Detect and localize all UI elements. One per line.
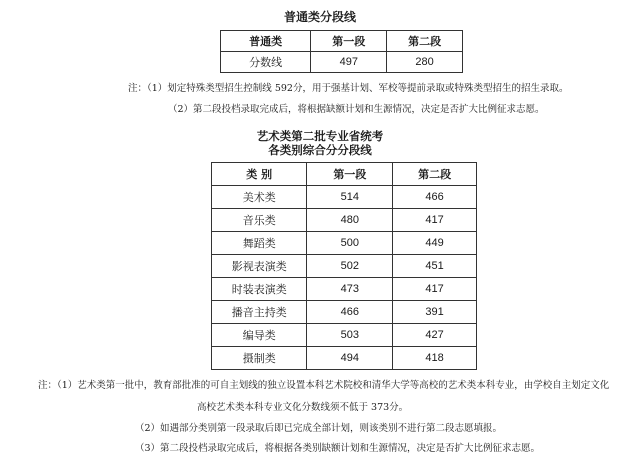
second-segment-score: 466 [393, 186, 477, 209]
art-title [0, 129, 640, 157]
header-cell: 类 别 [212, 163, 307, 186]
art-note-2: （2）如遇部分类别第一段录取后即已完成全部计划，则该类别不进行第二段志愿填报。 [135, 423, 503, 434]
category-label: 美术类 [212, 186, 307, 209]
category-label: 播音主持类 [212, 301, 307, 324]
second-segment-score: 427 [393, 324, 477, 347]
first-segment-score: 473 [307, 278, 393, 301]
general-title: 普通类分段线 [283, 10, 356, 24]
table-row [212, 186, 477, 209]
second-segment-score: 417 [393, 278, 477, 301]
table-row [212, 232, 477, 255]
art-score-table [211, 162, 477, 370]
second-segment-score: 449 [393, 232, 477, 255]
header-cell: 第一段 [307, 163, 393, 186]
second-segment-score: 418 [393, 347, 477, 370]
first-segment-score: 480 [307, 209, 393, 232]
table-row [221, 52, 463, 73]
second-segment-score: 280 [387, 52, 463, 73]
category-label: 影视表演类 [212, 255, 307, 278]
header-cell: 第二段 [387, 31, 463, 52]
first-segment-score: 514 [307, 186, 393, 209]
art-title-line-2: 各类别综合分分段线 [268, 143, 372, 157]
table-row [212, 324, 477, 347]
table-header-row [212, 163, 477, 186]
general-score-table [220, 30, 463, 73]
general-note-1: 注：（1）划定特殊类型招生控制线 592分，用于强基计划、军校等提前录取或特殊类型招生的招生录取。 [128, 83, 569, 94]
header-cell: 普通类 [221, 31, 311, 52]
table-row [212, 347, 477, 370]
second-segment-score: 417 [393, 209, 477, 232]
category-label: 编导类 [212, 324, 307, 347]
table-row [212, 301, 477, 324]
category-label: 舞蹈类 [212, 232, 307, 255]
art-note-1: 注：（1）艺术类第一批中，教育部批准的可自主划线的独立设置本科艺术院校和清华大学等高校的艺术类本科专业，由学校自主划定文化 [38, 380, 610, 391]
second-segment-score: 451 [393, 255, 477, 278]
row-label: 分数线 [221, 52, 311, 73]
table-row [212, 209, 477, 232]
first-segment-score: 494 [307, 347, 393, 370]
table-row [212, 255, 477, 278]
general-note-2: （2）第二段投档录取完成后，将根据缺额计划和生源情况，决定是否扩大比例征求志愿。 [168, 104, 545, 115]
header-cell: 第一段 [311, 31, 387, 52]
first-segment-score: 503 [307, 324, 393, 347]
header-cell: 第二段 [393, 163, 477, 186]
table-header-row [221, 31, 463, 52]
art-title-line-1: 艺术类第二批专业省统考 [256, 129, 384, 143]
table-row [212, 278, 477, 301]
category-label: 时装表演类 [212, 278, 307, 301]
first-segment-score: 497 [311, 52, 387, 73]
second-segment-score: 391 [393, 301, 477, 324]
category-label: 摄制类 [212, 347, 307, 370]
first-segment-score: 500 [307, 232, 393, 255]
first-segment-score: 466 [307, 301, 393, 324]
art-note-1-continued: 高校艺术类本科专业文化分数线须不低于 373分。 [197, 402, 409, 413]
category-label: 音乐类 [212, 209, 307, 232]
art-note-3: （3）第二段投档录取完成后，将根据各类别缺额计划和生源情况，决定是否扩大比例征求志愿。 [135, 443, 541, 454]
first-segment-score: 502 [307, 255, 393, 278]
